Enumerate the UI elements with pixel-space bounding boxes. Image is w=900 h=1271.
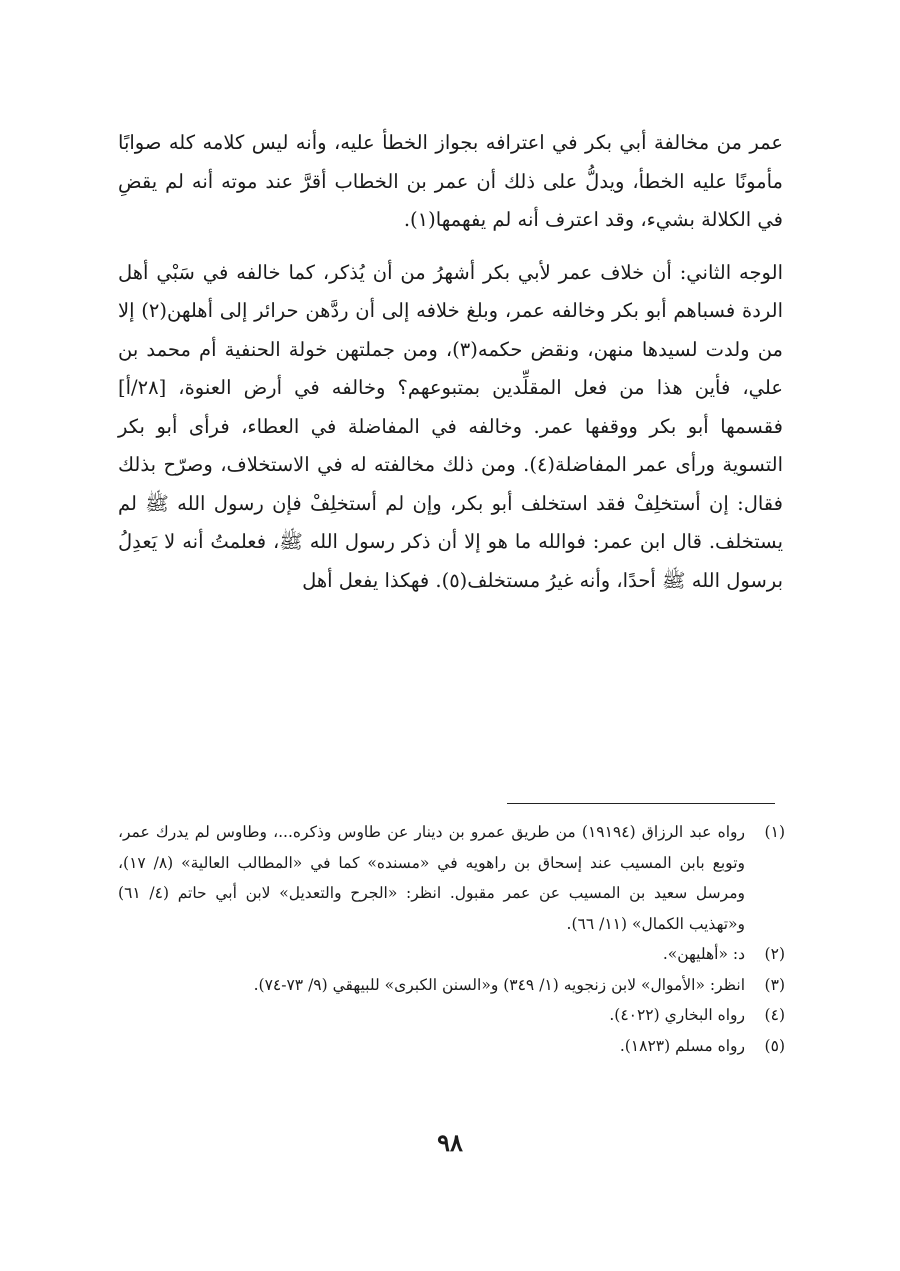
footnote-5 [118,1031,785,1062]
footnote-text: رواه مسلم (١٨٢٣). [619,1036,745,1055]
footnotes [118,817,785,1061]
footnote-1 [118,817,785,939]
footnote-text: د: «أهليهن». [662,945,745,963]
footnote-2 [118,939,785,970]
footnote-number: (٢) [764,945,785,963]
footnote-number: (٥) [764,1036,785,1055]
body-paragraph-1: عمر من مخالفة أبي بكر في اعترافه بجواز الخطأ عليه، وأنه ليس كلامه كله صوابًا مأمونًا عليه الخطأ، ويدلُّ على ذلك أن عمر بن الخطاب أقرَّ عند موته أنه لم يقضِ في الكلالة بشيء، وقد اعترف أنه لم يفهمها(١). [118,131,783,231]
footnote-text: انظر: «الأموال» لابن زنجويه (١/ ٣٤٩) و«السنن الكبرى» للبيهقي (٩/ ٧٣-٧٤). [253,975,745,994]
footnote-text: رواه عبد الرزاق (١٩١٩٤) من طريق عمرو بن دينار عن طاوس وذكره...، وطاوس لم يدرك عمر، وتوبع بابن المسيب عند إسحاق بن راهويه في «مسنده» كما في «المطالب العالية» (٨/ ١٧)، ومرسل سعيد بن المسيب عن عمر مقبول. انظر: «الجرح والتعديل» لابن أبي حاتم (٤/ ٦١) و«تهذيب الكمال» (١١/ ٦٦). [118,823,745,933]
footnote-number: (٤) [764,1006,785,1024]
footnote-number: (١) [764,823,785,841]
footnote-separator [507,803,775,804]
page-number: ٩٨ [437,1128,463,1157]
main-text [118,124,783,600]
body-paragraph-2: الوجه الثاني: أن خلاف عمر لأبي بكر أشهرُ من أن يُذكر، كما خالفه في سَبْي أهل الردة فسباهم أبو بكر وخالفه عمر، وبلغ خلافه إلى أن ردَّهن حرائر إلى أهلهن(٢) إلا من ولدت لسيدها منهن، ونقض حكمه(٣)، ومن جملتهن خولة الحنفية أم محمد بن علي، فأين هذا من فعل المقلِّدين بمتبوعهم؟ وخالفه في أرض العنوة، [٢٨/أ] فقسمها أبو بكر ووقفها عمر. وخالفه في المفاضلة في العطاء، فرأى أبو بكر التسوية ورأى عمر المفاضلة(٤). ومن ذلك مخالفته له في الاستخلاف، وصرّح بذلك فقال: إن أستخلِفْ فقد استخلف أبو بكر، وإن لم أستخلِفْ فإن رسول الله ﷺ لم يستخلف. قال ابن عمر: فوالله ما هو إلا أن ذكر رسول الله ﷺ، فعلمتُ أنه لا يَعدِلُ برسول الله ﷺ أحدًا، وأنه غيرُ مستخلف(٥). فهكذا يفعل أهل [118,260,783,592]
footnote-3 [118,970,785,1001]
footnote-4 [118,1000,785,1031]
footnote-number: (٣) [764,975,785,994]
footnote-text: رواه البخاري (٤٠٢٢). [609,1006,745,1024]
